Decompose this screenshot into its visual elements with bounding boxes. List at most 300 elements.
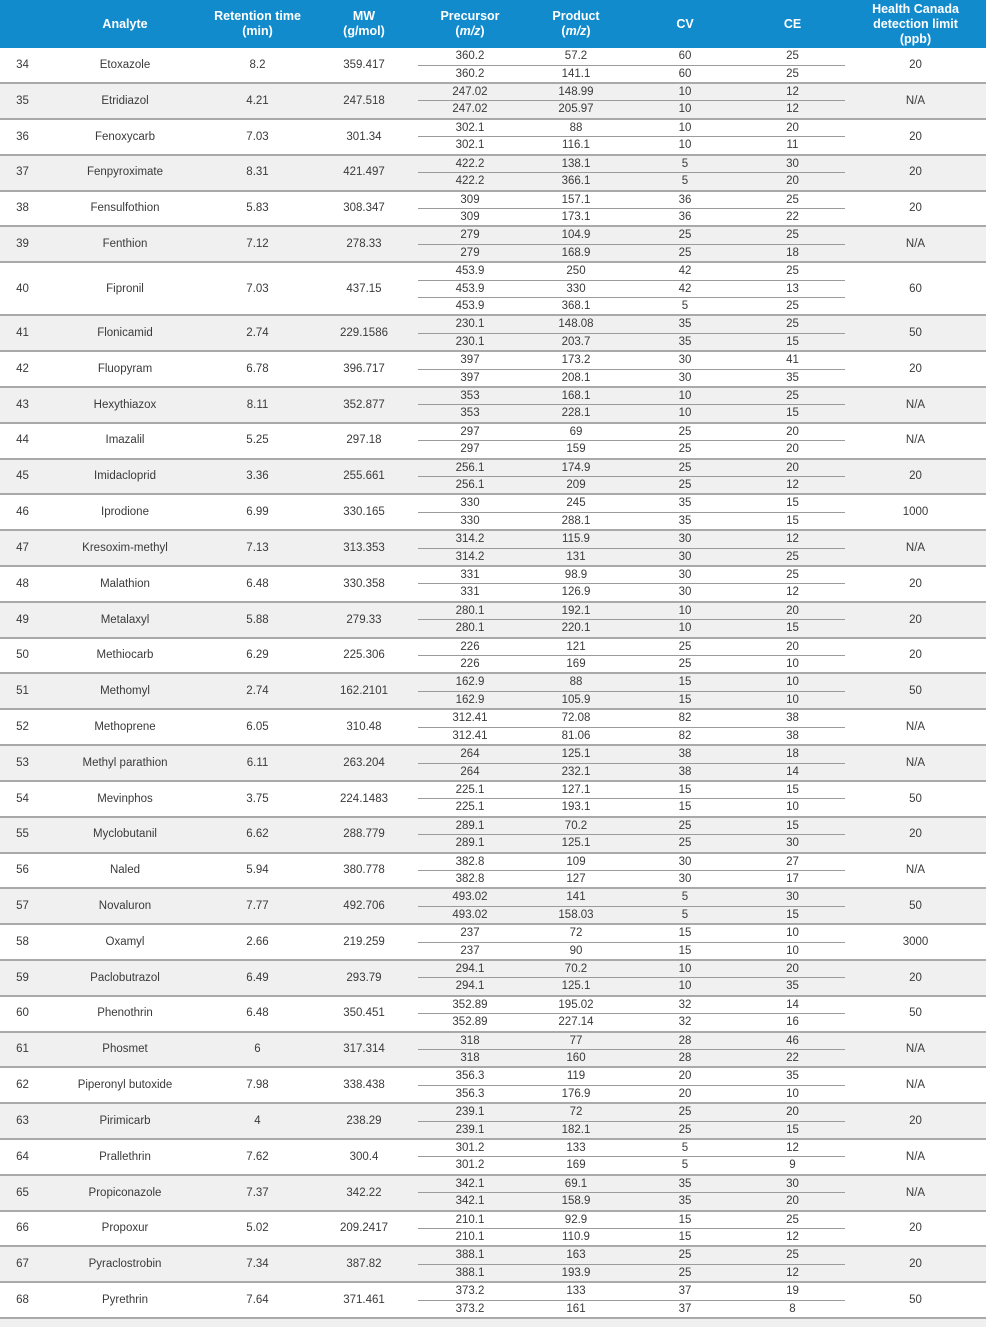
ce-cell: 18 (740, 745, 845, 763)
mw-cell: 310.48 (346, 720, 382, 733)
mw-cell: 278.33 (310, 226, 418, 262)
mw-cell: 263.204 (310, 745, 418, 781)
cv-cell: 5 (681, 299, 689, 312)
mw-cell: 229.1586 (310, 315, 418, 351)
ce-cell: 25 (786, 67, 799, 80)
ce-cell: 30 (740, 888, 845, 906)
precursor-cell: 397 (460, 371, 480, 384)
product-cell: 157.1 (522, 191, 630, 209)
retention-time-cell: 7.34 (205, 1246, 310, 1282)
cv-cell: 60 (678, 67, 692, 80)
retention-time-cell: 5.25 (246, 434, 269, 447)
row-number-cell: 64 (16, 1150, 29, 1163)
cv-cell: 32 (678, 1016, 692, 1029)
product-cell: 203.7 (522, 333, 630, 351)
ce-cell: 20 (740, 423, 845, 441)
precursor-cell: 301.2 (455, 1159, 485, 1172)
product-cell: 90 (569, 944, 583, 957)
product-cell: 173.1 (561, 210, 591, 223)
cv-cell: 32 (630, 996, 740, 1014)
cv-cell: 30 (630, 530, 740, 548)
mw-cell: 359.417 (343, 58, 385, 71)
detection-limit-cell: 20 (909, 58, 922, 71)
product-cell: 88 (522, 673, 630, 691)
transition-row (0, 602, 986, 620)
product-cell: 109 (522, 853, 630, 871)
column-header-health-canada-limit: Health Canada detection limit (ppb) (845, 0, 986, 48)
ce-cell: 35 (740, 1067, 845, 1085)
transition-row (0, 494, 986, 512)
precursor-cell: 294.1 (418, 960, 522, 978)
ce-cell: 10 (786, 944, 799, 957)
cv-cell: 30 (630, 351, 740, 369)
analyte-group (0, 191, 986, 227)
precursor-cell: 356.3 (455, 1087, 485, 1100)
retention-time-cell: 7.77 (205, 888, 310, 924)
mw-cell: 352.877 (310, 387, 418, 423)
product-cell: 193.9 (522, 1264, 630, 1282)
analyte-cell: Methoprene (94, 720, 156, 733)
precursor-cell: 309 (418, 191, 522, 209)
detection-limit-cell: 20 (845, 817, 986, 853)
analyte-cell: Piperonyl butoxide (77, 1079, 173, 1092)
product-cell: 148.99 (522, 83, 630, 101)
cv-cell: 30 (630, 853, 740, 871)
analyte-group (0, 1103, 986, 1139)
column-header-ce: CE (740, 0, 845, 48)
transition-row (0, 853, 986, 871)
ce-cell: 15 (740, 906, 845, 924)
analyte-group (0, 494, 986, 530)
detection-limit-cell: N/A (845, 83, 986, 119)
product-cell: 98.9 (522, 566, 630, 584)
precursor-cell: 289.1 (418, 835, 522, 853)
retention-time-cell: 2.74 (205, 315, 310, 351)
cv-cell: 28 (630, 1050, 740, 1068)
ce-cell: 10 (740, 924, 845, 942)
ce-cell: 25 (740, 566, 845, 584)
detection-limit-cell: N/A (845, 387, 986, 423)
precursor-cell: 237 (418, 924, 522, 942)
precursor-cell: 279 (418, 244, 522, 262)
analyte-cell: Oxamyl (105, 935, 145, 948)
column-header-precursor: Precursor (m/z) (418, 0, 522, 48)
ce-cell: 19 (740, 1282, 845, 1300)
mw-cell: 293.79 (310, 960, 418, 996)
ce-cell: 20 (786, 443, 799, 456)
transition-row (0, 745, 986, 763)
analyte-cell: Myclobutanil (45, 817, 205, 853)
analyte-group (0, 673, 986, 709)
analyte-group (0, 351, 986, 387)
product-cell: 127.1 (522, 781, 630, 799)
mw-cell: 279.33 (310, 602, 418, 638)
mw-cell: 225.306 (343, 649, 385, 662)
row-number-cell: 44 (16, 434, 29, 447)
analyte-cell: Mevinphos (97, 792, 153, 805)
precursor-cell: 388.1 (418, 1264, 522, 1282)
precursor-cell: 318 (418, 1032, 522, 1050)
analyte-group (0, 1067, 986, 1103)
detection-limit-cell: 20 (845, 602, 986, 638)
ce-cell: 25 (740, 548, 845, 566)
analyte-group (0, 638, 986, 674)
cv-cell: 5 (630, 1139, 740, 1157)
analyte-group (0, 924, 986, 960)
cv-cell: 5 (681, 1159, 689, 1172)
transition-row (0, 226, 986, 244)
product-cell: 81.06 (561, 729, 591, 742)
analyte-cell: Metalaxyl (45, 602, 205, 638)
product-cell: 193.1 (561, 801, 591, 814)
cv-cell: 60 (630, 48, 740, 65)
precursor-cell: 352.89 (418, 996, 522, 1014)
detection-limit-cell: 50 (909, 1007, 922, 1020)
ce-cell: 10 (786, 658, 799, 671)
precursor-cell: 453.9 (418, 280, 522, 297)
analyte-cell: Pyraclostrobin (45, 1246, 205, 1282)
analyte-group (0, 315, 986, 351)
precursor-cell: 422.2 (418, 173, 522, 191)
product-cell: 133 (522, 1282, 630, 1300)
ce-cell: 10 (786, 1087, 799, 1100)
cv-cell: 10 (630, 978, 740, 996)
cv-cell: 10 (630, 119, 740, 137)
cv-cell: 25 (630, 477, 740, 495)
ce-cell: 38 (786, 729, 799, 742)
precursor-cell: 453.9 (418, 262, 522, 280)
analyte-group (0, 853, 986, 889)
analyte-cell: Imidacloprid (45, 459, 205, 495)
row-number-cell: 58 (16, 935, 29, 948)
ce-cell: 12 (786, 1231, 799, 1244)
ce-cell: 46 (740, 1032, 845, 1050)
mw-cell: 224.1483 (340, 792, 388, 805)
cv-cell: 35 (630, 1193, 740, 1211)
detection-limit-cell: 20 (909, 130, 922, 143)
cv-cell: 25 (630, 835, 740, 853)
precursor-cell: 352.89 (452, 1016, 488, 1029)
precursor-cell: 314.2 (418, 548, 522, 566)
analyte-cell: Malathion (100, 577, 150, 590)
ce-cell: 12 (740, 1139, 845, 1157)
product-cell: 161 (566, 1302, 586, 1315)
transition-row (0, 315, 986, 333)
cv-cell: 36 (630, 191, 740, 209)
retention-time-cell: 7.98 (246, 1079, 269, 1092)
analyte-group (0, 709, 986, 745)
product-cell: 168.1 (522, 387, 630, 405)
ce-cell: 18 (740, 244, 845, 262)
precursor-cell: 342.1 (418, 1175, 522, 1193)
analyte-cell: Prallethrin (99, 1150, 151, 1163)
retention-time-cell: 7.03 (246, 282, 269, 295)
analyte-cell: Paclobutrazol (45, 960, 205, 996)
mw-cell: 238.29 (310, 1103, 418, 1139)
row-number-cell: 38 (16, 202, 29, 215)
mw-cell: 219.259 (343, 935, 385, 948)
transition-row (0, 83, 986, 101)
precursor-cell: 373.2 (418, 1282, 522, 1300)
cv-cell: 42 (630, 262, 740, 280)
detection-limit-cell: N/A (905, 720, 926, 733)
detection-limit-cell: 20 (909, 362, 922, 375)
cv-cell: 25 (630, 423, 740, 441)
detection-limit-cell: N/A (905, 1079, 926, 1092)
product-cell: 69.1 (522, 1175, 630, 1193)
precursor-cell: 226 (418, 638, 522, 656)
transition-row (0, 155, 986, 173)
product-cell: 158.9 (522, 1193, 630, 1211)
row-number-cell: 56 (16, 864, 29, 877)
ce-cell: 10 (740, 673, 845, 691)
product-cell: 288.1 (561, 514, 591, 527)
product-cell: 366.1 (522, 173, 630, 191)
mw-cell: 313.353 (310, 530, 418, 566)
product-cell: 115.9 (522, 530, 630, 548)
row-number-cell: 35 (0, 83, 45, 119)
analyte-group (0, 996, 986, 1032)
retention-time-cell: 3.36 (205, 459, 310, 495)
retention-time-cell: 6.11 (205, 745, 310, 781)
analyte-cell: Iprodione (101, 506, 149, 519)
mw-cell: 342.22 (310, 1175, 418, 1211)
cv-cell: 30 (630, 566, 740, 584)
precursor-cell: 331 (418, 566, 522, 584)
ce-cell: 12 (786, 586, 799, 599)
transition-row (0, 638, 986, 656)
cv-cell: 20 (678, 1087, 692, 1100)
mw-cell: 301.34 (346, 130, 382, 143)
analyte-cell: Fenoxycarb (94, 130, 156, 143)
retention-time-cell: 6.62 (205, 817, 310, 853)
cv-cell: 10 (630, 405, 740, 423)
cv-cell: 10 (630, 101, 740, 119)
precursor-cell: 280.1 (418, 602, 522, 620)
product-cell: 72 (522, 924, 630, 942)
product-cell: 119 (522, 1067, 630, 1085)
precursor-cell: 382.8 (418, 853, 522, 871)
detection-limit-cell: 50 (845, 315, 986, 351)
product-cell: 72 (522, 1103, 630, 1121)
precursor-cell: 297 (418, 423, 522, 441)
mw-cell: 209.2417 (340, 1222, 388, 1235)
precursor-cell: 162.9 (418, 673, 522, 691)
mw-cell: 288.779 (310, 817, 418, 853)
cv-cell: 15 (630, 1211, 740, 1229)
row-number-cell: 39 (0, 226, 45, 262)
ce-cell: 16 (786, 1016, 799, 1029)
precursor-cell: 356.3 (418, 1067, 522, 1085)
row-number-cell: 40 (16, 282, 29, 295)
precursor-cell: 373.2 (455, 1302, 485, 1315)
cv-cell: 37 (630, 1282, 740, 1300)
product-cell: 173.2 (522, 351, 630, 369)
detection-limit-cell: 20 (845, 459, 986, 495)
row-number-cell: 45 (0, 459, 45, 495)
cv-cell: 10 (630, 387, 740, 405)
retention-time-cell: 6.48 (246, 1007, 269, 1020)
transition-row (0, 960, 986, 978)
product-cell: 110.9 (562, 1231, 590, 1244)
detection-limit-cell: 60 (909, 282, 922, 295)
precursor-cell: 256.1 (418, 477, 522, 495)
detection-limit-cell: 1000 (902, 506, 929, 519)
product-cell: 169 (566, 1159, 586, 1172)
product-cell: 160 (522, 1050, 630, 1068)
precursor-cell: 289.1 (418, 817, 522, 835)
product-cell: 368.1 (561, 299, 591, 312)
cv-cell: 35 (630, 333, 740, 351)
ce-cell: 25 (740, 1246, 845, 1264)
precursor-cell: 279 (418, 226, 522, 244)
product-cell: 126.9 (561, 586, 591, 599)
product-cell: 138.1 (522, 155, 630, 173)
precursor-cell: 230.1 (418, 315, 522, 333)
analyte-cell: Etridiazol (45, 83, 205, 119)
analyte-group (0, 1032, 986, 1068)
retention-time-cell: 8.31 (205, 155, 310, 191)
transition-row (0, 1211, 986, 1229)
product-cell: 228.1 (522, 405, 630, 423)
retention-time-cell: 7.64 (246, 1293, 269, 1306)
ce-cell: 30 (740, 1175, 845, 1193)
row-number-cell: 65 (0, 1175, 45, 1211)
cv-cell: 38 (630, 745, 740, 763)
analyte-group (0, 226, 986, 262)
ce-cell: 15 (740, 494, 845, 512)
precursor-cell: 353 (418, 387, 522, 405)
ce-cell: 25 (786, 299, 799, 312)
analyte-group (0, 459, 986, 495)
analyte-cell: Pyrethrin (101, 1293, 149, 1306)
cv-cell: 5 (630, 155, 740, 173)
row-number-cell: 49 (0, 602, 45, 638)
detection-limit-cell: N/A (905, 864, 926, 877)
product-cell: 168.9 (522, 244, 630, 262)
analyte-cell: Kresoxim-methyl (45, 530, 205, 566)
row-number-cell: 62 (16, 1079, 29, 1092)
cv-cell: 20 (630, 1067, 740, 1085)
product-cell: 141.1 (561, 67, 591, 80)
analyte-group (0, 817, 986, 853)
column-header-cv: CV (630, 0, 740, 48)
cv-cell: 25 (630, 1246, 740, 1264)
cv-cell: 15 (630, 673, 740, 691)
ce-cell: 25 (740, 191, 845, 209)
ce-cell: 25 (740, 387, 845, 405)
transition-row (0, 351, 986, 369)
cv-cell: 15 (678, 1231, 692, 1244)
analyte-group (0, 119, 986, 155)
product-cell: 148.08 (522, 315, 630, 333)
product-cell: 92.9 (522, 1211, 630, 1229)
ce-cell: 14 (740, 763, 845, 781)
row-number-cell: 66 (16, 1222, 29, 1235)
analyte-group (0, 781, 986, 817)
mw-cell: 255.661 (310, 459, 418, 495)
precursor-cell: 453.9 (455, 299, 485, 312)
row-number-cell: 52 (16, 720, 29, 733)
product-cell: 163 (522, 1246, 630, 1264)
analyte-group (0, 1282, 986, 1318)
precursor-cell: 237 (460, 944, 480, 957)
product-cell: 174.9 (522, 459, 630, 477)
product-cell: 127 (566, 872, 586, 885)
mw-cell: 492.706 (310, 888, 418, 924)
transition-row (0, 924, 986, 942)
row-number-cell: 42 (16, 362, 29, 375)
mw-cell: 387.82 (310, 1246, 418, 1282)
precursor-cell: 225.1 (418, 781, 522, 799)
precursor-cell: 330 (460, 514, 480, 527)
product-cell: 125.1 (522, 835, 630, 853)
ce-cell: 15 (740, 333, 845, 351)
cv-cell: 25 (630, 1103, 740, 1121)
transition-row (0, 1175, 986, 1193)
precursor-cell: 256.1 (418, 459, 522, 477)
row-number-cell: 63 (0, 1103, 45, 1139)
mw-cell: 350.451 (343, 1007, 385, 1020)
detection-limit-cell: 20 (845, 960, 986, 996)
analyte-cell: Phenothrin (97, 1007, 153, 1020)
ce-cell: 20 (740, 173, 845, 191)
column-header-mw: MW (g/mol) (310, 0, 418, 48)
product-cell: 330 (522, 280, 630, 297)
column-header-analyte: Analyte (45, 0, 205, 48)
cv-cell: 37 (678, 1302, 692, 1315)
column-header-row-number (0, 0, 45, 48)
cv-cell: 38 (630, 763, 740, 781)
precursor-cell: 493.02 (418, 906, 522, 924)
precursor-cell: 314.2 (418, 530, 522, 548)
cv-cell: 42 (630, 280, 740, 297)
ce-cell: 20 (740, 638, 845, 656)
precursor-cell: 360.2 (455, 67, 485, 80)
ce-cell: 10 (786, 801, 799, 814)
retention-time-cell: 6.29 (246, 649, 269, 662)
transition-row (0, 1032, 986, 1050)
cv-cell: 10 (630, 960, 740, 978)
detection-limit-cell: 50 (909, 792, 922, 805)
analyte-group (0, 48, 986, 83)
row-number-cell: 60 (16, 1007, 29, 1020)
mw-cell: 371.461 (343, 1293, 385, 1306)
analyte-cell: Fenthion (45, 226, 205, 262)
detection-limit-cell: 50 (909, 1293, 922, 1306)
ce-cell: 8 (789, 1302, 796, 1315)
detection-limit-cell: 20 (909, 202, 922, 215)
mw-cell: 330.165 (343, 506, 385, 519)
mw-cell: 421.497 (310, 155, 418, 191)
precursor-cell: 342.1 (418, 1193, 522, 1211)
retention-time-cell: 8.11 (205, 387, 310, 423)
cv-cell: 25 (678, 658, 692, 671)
analyte-group (0, 1139, 986, 1175)
row-number-cell: 43 (0, 387, 45, 423)
ce-cell: 14 (740, 996, 845, 1014)
ce-cell: 17 (786, 872, 799, 885)
product-cell: 192.1 (522, 602, 630, 620)
ce-cell: 15 (740, 1121, 845, 1139)
ce-cell: 20 (740, 960, 845, 978)
precursor-cell: 297 (460, 443, 480, 456)
retention-time-cell: 6.48 (246, 577, 269, 590)
ce-cell: 27 (740, 853, 845, 871)
row-number-cell: 48 (16, 577, 29, 590)
precursor-cell: 225.1 (455, 801, 485, 814)
mw-cell: 338.438 (343, 1079, 385, 1092)
